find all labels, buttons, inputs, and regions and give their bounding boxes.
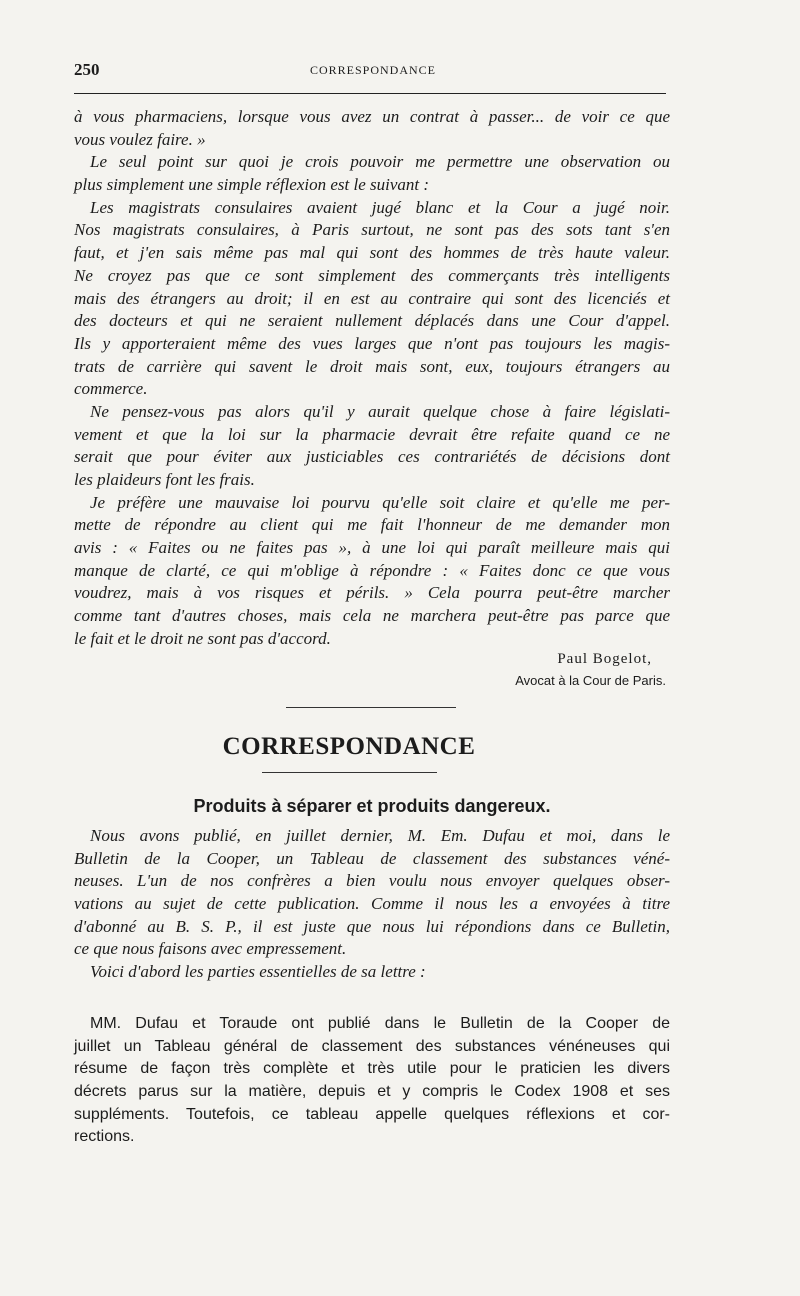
running-title: CORRESPONDANCE — [309, 63, 437, 77]
article-body — [74, 106, 670, 651]
letter-line: résume de façon très complète et très utile pour le praticien les divers — [74, 1060, 670, 1078]
article-line: des docteurs et qui ne seraient nullement déplacés dans une Cour d'appel. — [74, 311, 670, 331]
article-line: manque de clarté, ce qui m'oblige à répondre : « Faites donc ce que vous — [74, 560, 670, 580]
article-line: voudrez, mais à vos risques et périls. » Cela pourra peut-être marcher — [74, 583, 670, 603]
article-line: serait que pour éviter aux justiciables ces contrariétés de décisions dont — [74, 447, 670, 467]
intro-line: vations au sujet de cette publication. Comme il nous les a envoyées à titre — [74, 894, 670, 914]
article-line: Le seul point sur quoi je crois pouvoir me permettre une observation ou — [90, 152, 670, 172]
page-number: 250 — [74, 60, 100, 79]
intro-line: Voici d'abord les parties essentielles de sa lettre : — [90, 962, 426, 982]
article-line: Je préfère une mauvaise loi pourvu qu'elle soit claire et qu'elle me per- — [90, 492, 670, 512]
article-line: à vous pharmaciens, lorsque vous avez un contrat à passer... de voir ce que — [74, 107, 670, 126]
article-line: Nos magistrats consulaires, à Paris surtout, ne sont pas des sots tant s'en — [74, 220, 670, 240]
article-line: mette de répondre au client qui me fait l'honneur de me demander mon — [74, 515, 670, 535]
article-line: faut, et j'en sais même pas mal qui sont des hommes de très haute valeur. — [74, 243, 670, 263]
article-line: vement et que la loi sur la pharmacie devrait être refaite quand ce ne — [74, 424, 670, 444]
article-line: Les magistrats consulaires avaient jugé blanc et la Cour a jugé noir. — [90, 197, 670, 217]
intro-line: ce que nous faisons avec empressement. — [74, 939, 347, 959]
section-subtitle: Produits à séparer et produits dangereux. — [193, 796, 551, 816]
intro-line: Bulletin de la Cooper, un Tableau de classement des substances véné- — [74, 848, 670, 868]
article-line: Ils y apporteraient même des vues larges que n'ont pas toujours les magis- — [74, 333, 670, 353]
signature-title: Avocat à la Cour de Paris. — [515, 673, 666, 688]
signature-name: Paul Bogelot, — [557, 651, 652, 667]
letter-line: rections. — [74, 1128, 135, 1146]
letter-line: juillet un Tableau général de classement des substances vénéneuses qui — [74, 1037, 670, 1055]
intro-paragraph — [74, 825, 670, 984]
article-line: Ne pensez-vous pas alors qu'il y aurait quelque chose à faire législati- — [90, 401, 670, 421]
letter-line: MM. Dufau et Toraude ont publié dans le Bulletin de la Cooper de — [90, 1015, 670, 1032]
article-line: le fait et le droit ne sont pas d'accord. — [74, 628, 331, 648]
page-header — [74, 60, 672, 82]
section-title: CORRESPONDANCE — [222, 733, 476, 760]
intro-line: neuses. L'un de nos confrères a bien voulu nous envoyer quelques obser- — [74, 871, 670, 891]
signature — [74, 648, 666, 692]
article-line: vous voulez faire. » — [74, 129, 206, 149]
letter-excerpt — [74, 1013, 670, 1149]
article-line: avis : « Faites ou ne faites pas », à une loi qui paraît meilleure mais qui — [74, 538, 670, 558]
letter-line: décrets parus sur la matière, depuis et y compris le Codex 1908 et ses — [74, 1083, 670, 1101]
intro-line: Nous avons publié, en juillet dernier, M. Em. Dufau et moi, dans le — [90, 826, 670, 845]
article-line: mais des étrangers au droit; il en est au contraire qui sont des licenciés et — [74, 288, 670, 308]
section-title-rule — [262, 772, 437, 773]
article-line: Ne croyez pas que ce sont simplement des commerçants très intelligents — [74, 265, 670, 285]
header-rule — [74, 93, 666, 94]
article-line: trats de carrière qui savent le droit mais sont, eux, toujours étrangers au — [74, 356, 670, 376]
letter-line: suppléments. Toutefois, ce tableau appelle quelques réflexions et cor- — [74, 1105, 670, 1123]
section-divider — [286, 707, 456, 708]
intro-line: d'abonné au B. S. P., il est juste que nous lui répondions dans ce Bulletin, — [74, 916, 670, 936]
article-line: comme tant d'autres choses, mais cela ne marchera peut-être pas parce que — [74, 606, 670, 626]
article-line: commerce. — [74, 379, 148, 399]
article-line: les plaideurs font les frais. — [74, 470, 255, 489]
article-line: plus simplement une simple réflexion est le suivant : — [74, 175, 430, 195]
